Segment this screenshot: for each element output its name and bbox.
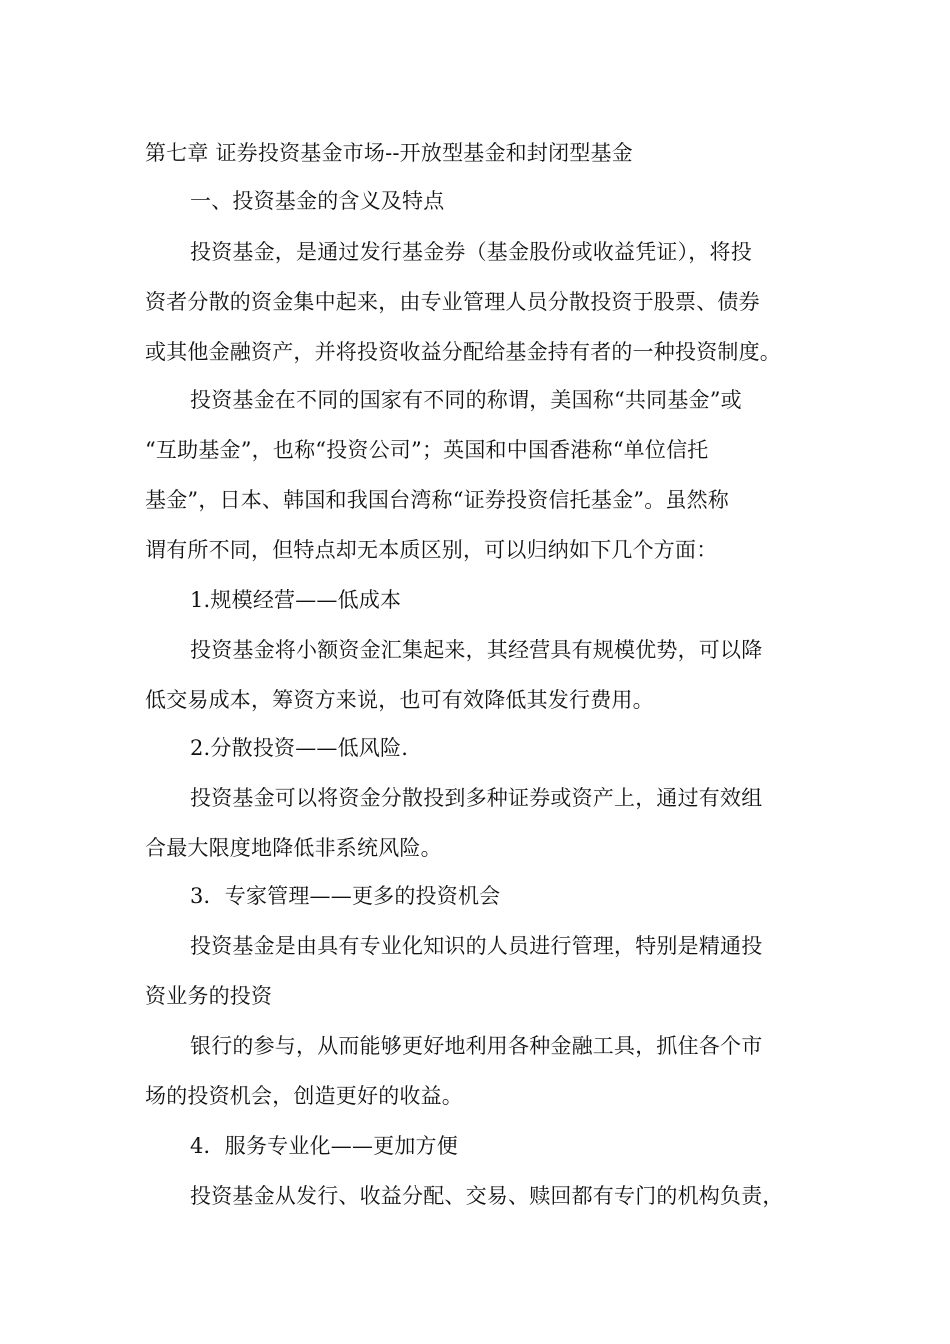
paragraph-line: 投资基金是由具有专业化知识的人员进行管理，特别是精通投 xyxy=(190,934,763,958)
paragraph-line: 银行的参与，从而能够更好地利用各种金融工具，抓住各个市 xyxy=(190,1034,763,1058)
item-heading: 4．服务专业化——更加方便 xyxy=(190,1134,458,1158)
paragraph-line: 投资基金，是通过发行基金券（基金股份或收益凭证），将投 xyxy=(190,240,752,264)
paragraph-line: 资业务的投资 xyxy=(145,984,273,1008)
paragraph-line: 合最大限度地降低非系统风险。 xyxy=(145,836,442,860)
paragraph-line: 场的投资机会，创造更好的收益。 xyxy=(145,1084,463,1108)
section-heading: 一、投资基金的含义及特点 xyxy=(190,189,445,213)
chapter-title: 第七章 证券投资基金市场--开放型基金和封闭型基金 xyxy=(145,141,633,165)
paragraph-line: 谓有所不同，但特点却无本质区别，可以归纳如下几个方面： xyxy=(145,538,718,562)
paragraph-line: 投资基金从发行、收益分配、交易、赎回都有专门的机构负责， xyxy=(190,1184,784,1208)
paragraph-line: 或其他金融资产，并将投资收益分配给基金持有者的一种投资制度。 xyxy=(145,340,781,364)
item-heading: 1.规模经营——低成本 xyxy=(190,588,402,612)
paragraph-line: 低交易成本，筹资方来说，也可有效降低其发行费用。 xyxy=(145,688,654,712)
item-heading: 3．专家管理——更多的投资机会 xyxy=(190,884,501,908)
item-heading: 2.分散投资——低风险. xyxy=(190,736,409,760)
paragraph-line: 投资基金在不同的国家有不同的称谓，美国称“共同基金”或 xyxy=(190,388,742,412)
paragraph-line: “互助基金”，也称“投资公司”；英国和中国香港称“单位信托 xyxy=(145,438,709,462)
paragraph-line: 投资基金可以将资金分散投到多种证券或资产上，通过有效组 xyxy=(190,786,763,810)
paragraph-line: 投资基金将小额资金汇集起来，其经营具有规模优势，可以降 xyxy=(190,638,763,662)
paragraph-line: 资者分散的资金集中起来，由专业管理人员分散投资于股票、债券 xyxy=(145,290,760,314)
paragraph-line: 基金”，日本、韩国和我国台湾称“证券投资信托基金”。虽然称 xyxy=(145,488,730,512)
